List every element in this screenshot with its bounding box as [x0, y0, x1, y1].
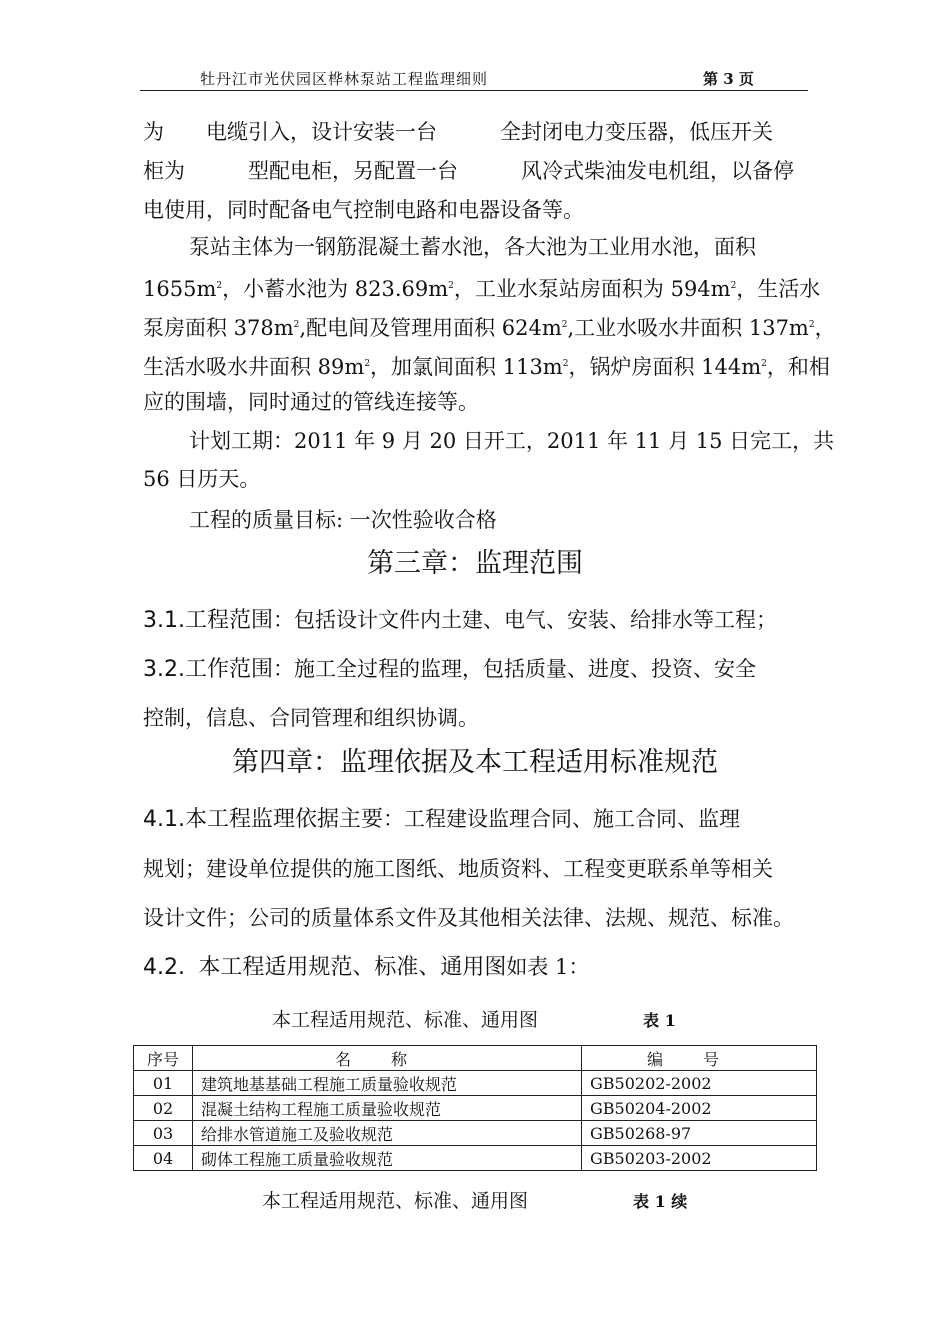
caption-text: 本工程适用规范、标准、通用图: [272, 1009, 539, 1031]
table-row: [134, 1096, 817, 1121]
area-value: 泵房面积 378m: [143, 316, 294, 340]
row-code: GB50204-2002: [582, 1096, 817, 1121]
section-text: ：工程建设监理合同、施工合同、监理: [383, 807, 740, 831]
section-number: 4.1.: [143, 807, 185, 832]
section-label: 本工程监理依据主要: [184, 807, 383, 832]
row-name: 砌体工程施工质量验收规范: [193, 1146, 582, 1171]
header-index: 序号: [134, 1046, 193, 1071]
para1-line-4: [143, 349, 830, 382]
section-label: 工作范围: [184, 657, 273, 682]
table-row: [134, 1146, 817, 1171]
sup: 2: [293, 320, 300, 330]
table-caption-continued: [262, 1186, 688, 1213]
section-text: 如表 1：: [506, 955, 590, 979]
section-number: 4.2.: [143, 955, 185, 980]
text: ，: [814, 316, 836, 340]
area-value: ，工业水泵站房面积为 594m: [453, 277, 731, 301]
section-text: ：包括设计文件内土建、电气、安装、给排水等工程；: [273, 608, 777, 632]
section-text: ：施工全过程的监理，包括质量、进度、投资、安全: [273, 657, 756, 681]
section-4-2: [143, 951, 823, 984]
row-index: 01: [134, 1071, 193, 1096]
row-code: GB50268-97: [582, 1121, 817, 1146]
schedule-line-2: 56 日历天。: [143, 467, 261, 491]
row-name: 混凝土结构工程施工质量验收规范: [193, 1096, 582, 1121]
area-value: ,工业水吸水井面积 137m: [567, 316, 809, 340]
document-title: 牡丹江市光伏园区桦林泵站工程监理细则: [200, 70, 489, 88]
table-tag: 表 1: [643, 1011, 676, 1030]
page-header: [140, 68, 808, 91]
row-name: 建筑地基基础工程施工质量验收规范: [193, 1071, 582, 1096]
table-tag: 表 1 续: [633, 1192, 688, 1211]
sup: 2: [561, 320, 568, 330]
para1-line-5: 应的围墙，同时通过的管线连接等。: [143, 390, 479, 414]
sup: 2: [216, 281, 223, 291]
area-value: 1655m: [143, 277, 217, 301]
intro-line-1: 为 电缆引入，设计安装一台 全封闭电力变压器，低压开关: [143, 120, 773, 144]
section-label: 本工程适用规范、标准、通用图: [198, 955, 507, 980]
row-index: 02: [134, 1096, 193, 1121]
row-index: 04: [134, 1146, 193, 1171]
table-header-row: [134, 1046, 817, 1071]
area-value: ，锅炉房面积 144m: [568, 355, 762, 379]
sup: 2: [562, 359, 569, 369]
section-number: 3.2.: [143, 657, 185, 682]
row-code: GB50202-2002: [582, 1071, 817, 1096]
row-name: 给排水管道施工及验收规范: [193, 1121, 582, 1146]
area-value: ，加氯间面积 113m: [370, 355, 563, 379]
intro-line-3: 电使用，同时配备电气控制电路和电器设备等。: [143, 198, 584, 222]
para1-line-3: [143, 310, 836, 343]
section-3-1: [143, 604, 823, 637]
section-4-1: [143, 803, 823, 836]
area-value: ，小蓄水池为 823.69m: [222, 277, 449, 301]
sup: 2: [730, 281, 737, 291]
sup: 2: [808, 320, 815, 330]
header-name: 名称: [193, 1046, 582, 1071]
page-number: 第 3 页: [703, 70, 754, 88]
chapter-3-title: 第三章：监理范围: [367, 548, 583, 579]
area-value: 生活水吸水井面积 89m: [143, 355, 365, 379]
section-number: 3.1.: [143, 608, 185, 633]
intro-line-2: 柜为 型配电柜，另配置一台 风冷式柴油发电机组，以备停: [143, 159, 794, 183]
section-3-2-cont: 控制，信息、合同管理和组织协调。: [143, 706, 479, 730]
section-4-1-cont-2: 设计文件；公司的质量体系文件及其他相关法律、法规、规范、标准。: [143, 906, 794, 930]
section-4-1-cont-1: 规划；建设单位提供的施工图纸、地质资料、工程变更联系单等相关: [143, 857, 773, 881]
text: ，和相: [766, 355, 830, 379]
table-row: [134, 1121, 817, 1146]
schedule-line-1: 计划工期：2011 年 9 月 20 日开工，2011 年 11 月 15 日完工，共: [189, 429, 835, 453]
row-code: GB50203-2002: [582, 1146, 817, 1171]
header-code: 编号: [582, 1046, 817, 1071]
section-label: 工程范围: [184, 608, 273, 633]
caption-text: 本工程适用规范、标准、通用图: [262, 1190, 529, 1212]
text: ，生活水: [736, 277, 821, 301]
para1-line-2: [143, 271, 821, 304]
standards-table: [133, 1045, 817, 1171]
row-index: 03: [134, 1121, 193, 1146]
sup: 2: [761, 359, 767, 369]
sup: 2: [364, 359, 371, 369]
table-caption: [272, 1005, 676, 1032]
table-row: [134, 1071, 817, 1096]
quality-target: 工程的质量目标: 一次性验收合格: [189, 508, 497, 532]
chapter-4-title: 第四章：监理依据及本工程适用标准规范: [232, 747, 718, 778]
section-3-2: [143, 653, 823, 686]
area-value: ,配电间及管理用面积 624m: [299, 316, 562, 340]
sup: 2: [448, 281, 454, 291]
para1-line-1: 泵站主体为一钢筋混凝土蓄水池，各大池为工业用水池，面积: [189, 235, 756, 259]
